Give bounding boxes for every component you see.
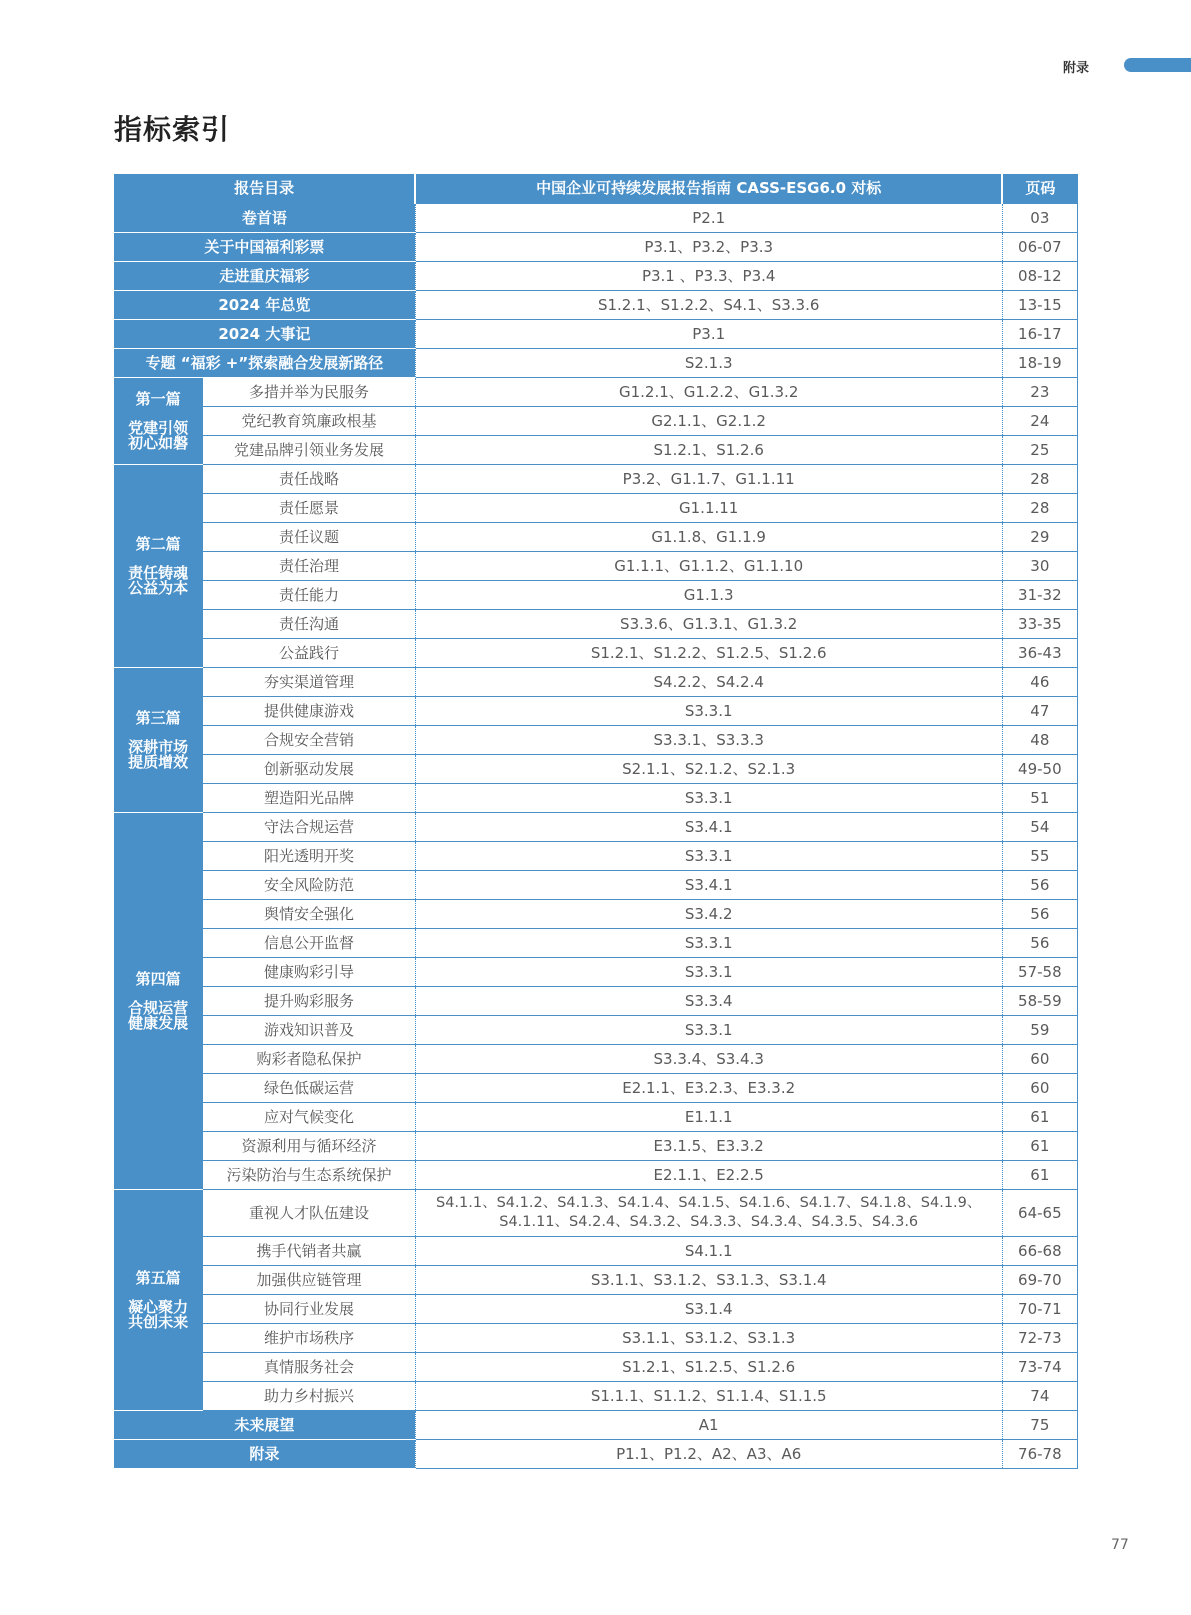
standard-text: S3.3.1 <box>684 788 733 807</box>
table-row <box>114 1266 1078 1295</box>
chapter-cell: 资源利用与循环经济 <box>203 1132 416 1161</box>
page-cell: 60 <box>1002 1045 1077 1074</box>
chapter-cell: 携手代销者共赢 <box>203 1237 416 1266</box>
standard-text: G2.1.1、G2.1.2 <box>651 411 766 430</box>
page-cell: 64-65 <box>1002 1190 1077 1237</box>
standard-cell <box>415 755 1002 784</box>
page-cell: 75 <box>1002 1411 1077 1440</box>
table-header-row <box>114 174 1078 204</box>
table-row <box>114 1411 1078 1440</box>
standard-cell: P1.1、P1.2、A2、A3、A6 <box>415 1440 1002 1469</box>
chapter-cell: 守法合规运营 <box>203 813 416 842</box>
standard-text: E1.1.1 <box>684 1107 733 1126</box>
part-number: 第一篇 <box>135 389 181 408</box>
page-cell: 23 <box>1002 378 1077 407</box>
table-row <box>114 958 1078 987</box>
chapter-cell: 提供健康游戏 <box>203 697 416 726</box>
table-row <box>114 233 1078 262</box>
table-row <box>114 871 1078 900</box>
page-cell: 60 <box>1002 1074 1077 1103</box>
table-row <box>114 639 1078 668</box>
table-row <box>114 755 1078 784</box>
standard-cell <box>415 378 1002 407</box>
standard-text: G1.1.1、G1.1.2、G1.1.10 <box>614 556 804 575</box>
standard-cell <box>415 523 1002 552</box>
standard-text: S1.2.1、S1.2.5、S1.2.6 <box>622 1357 796 1376</box>
standard-text: E3.1.5、E3.3.2 <box>653 1136 764 1155</box>
table-row <box>114 1016 1078 1045</box>
chapter-cell: 污染防治与生态系统保护 <box>203 1161 416 1190</box>
standard-text: S3.3.6、G1.3.1、G1.3.2 <box>620 614 798 633</box>
standard-cell <box>415 1190 1002 1237</box>
table-row <box>114 204 1078 233</box>
chapter-cell: 塑造阳光品牌 <box>203 784 416 813</box>
page-cell: 30 <box>1002 552 1077 581</box>
standard-cell: A1 <box>415 1411 1002 1440</box>
standard-text: S3.3.1 <box>684 701 733 720</box>
standard-text: S3.3.4 <box>684 991 733 1010</box>
chapter-cell: 维护市场秩序 <box>203 1324 416 1353</box>
page-cell: 28 <box>1002 494 1077 523</box>
chapter-cell: 责任治理 <box>203 552 416 581</box>
page-cell: 58-59 <box>1002 987 1077 1016</box>
table-row <box>114 465 1078 494</box>
chapter-cell: 党建品牌引领业务发展 <box>203 436 416 465</box>
table-row <box>114 813 1078 842</box>
standard-cell: S2.1.3 <box>415 349 1002 378</box>
part-number: 第三篇 <box>135 708 181 727</box>
page-cell: 33-35 <box>1002 610 1077 639</box>
table-row <box>114 1074 1078 1103</box>
catalog-cell: 卷首语 <box>114 204 415 233</box>
page-cell: 56 <box>1002 871 1077 900</box>
standard-text: S3.3.4、S3.4.3 <box>653 1049 764 1068</box>
part-subtitle-line2: 公益为本 <box>128 578 189 597</box>
header-accent-bar <box>1124 58 1191 72</box>
part-subtitle-line2: 初心如磐 <box>128 433 189 452</box>
page-cell: 59 <box>1002 1016 1077 1045</box>
chapter-cell: 重视人才队伍建设 <box>203 1190 416 1237</box>
table-row <box>114 552 1078 581</box>
part-cell <box>114 1190 203 1411</box>
standard-text: S1.2.1、S1.2.2、S1.2.5、S1.2.6 <box>590 643 827 662</box>
table-row <box>114 1161 1078 1190</box>
section-label: 附录 <box>1062 61 1089 76</box>
table-row <box>114 1382 1078 1411</box>
chapter-cell: 提升购彩服务 <box>203 987 416 1016</box>
page-cell: 13-15 <box>1002 291 1077 320</box>
chapter-cell: 合规安全营销 <box>203 726 416 755</box>
standard-text: S3.1.1、S3.1.2、S3.1.3 <box>622 1328 796 1347</box>
standard-cell: P3.1 、P3.3、P3.4 <box>415 262 1002 291</box>
chapter-cell: 真情服务社会 <box>203 1353 416 1382</box>
standard-text: P3.2、G1.1.7、G1.1.11 <box>622 469 795 488</box>
standard-cell <box>415 639 1002 668</box>
standard-text-line2: S4.1.11、S4.2.4、S4.3.2、S4.3.3、S4.3.4、S4.3.5、S4.3.6 <box>499 1214 919 1230</box>
part-subtitle-line1: 党建引领 <box>128 418 189 437</box>
standard-cell <box>415 407 1002 436</box>
part-number: 第二篇 <box>135 534 181 553</box>
table-row <box>114 320 1078 349</box>
catalog-cell: 走进重庆福彩 <box>114 262 415 291</box>
standard-text: S2.1.1、S2.1.2、S2.1.3 <box>622 759 796 778</box>
table-row <box>114 1237 1078 1266</box>
part-number: 第四篇 <box>135 969 181 988</box>
standard-cell <box>415 1295 1002 1324</box>
page-title: 指标索引 <box>114 113 231 146</box>
page-cell: 16-17 <box>1002 320 1077 349</box>
chapter-cell: 阳光透明开奖 <box>203 842 416 871</box>
chapter-cell: 舆情安全强化 <box>203 900 416 929</box>
table-row <box>114 1132 1078 1161</box>
header-page: 页码 <box>1002 174 1077 204</box>
standard-cell <box>415 813 1002 842</box>
chapter-cell: 责任沟通 <box>203 610 416 639</box>
table-row <box>114 349 1078 378</box>
chapter-cell: 创新驱动发展 <box>203 755 416 784</box>
table-row <box>114 842 1078 871</box>
page-cell: 76-78 <box>1002 1440 1077 1469</box>
standard-text: S1.1.1、S1.1.2、S1.1.4、S1.1.5 <box>590 1386 827 1405</box>
page-number: 77 <box>1111 1537 1129 1553</box>
catalog-cell: 2024 年总览 <box>114 291 415 320</box>
part-subtitle-line2: 健康发展 <box>128 1013 189 1032</box>
standard-text: S3.1.1、S3.1.2、S3.1.3、S3.1.4 <box>590 1270 827 1289</box>
chapter-cell: 责任议题 <box>203 523 416 552</box>
part-cell <box>114 378 203 465</box>
index-table <box>114 174 1078 1469</box>
standard-text: S3.4.1 <box>684 875 733 894</box>
page-cell: 54 <box>1002 813 1077 842</box>
standard-cell <box>415 436 1002 465</box>
page-cell: 24 <box>1002 407 1077 436</box>
page-cell: 51 <box>1002 784 1077 813</box>
standard-cell <box>415 871 1002 900</box>
page-cell: 06-07 <box>1002 233 1077 262</box>
standard-cell: P2.1 <box>415 204 1002 233</box>
header-standard: 中国企业可持续发展报告指南 CASS-ESG6.0 对标 <box>415 174 1002 204</box>
standard-cell <box>415 1016 1002 1045</box>
standard-cell <box>415 1353 1002 1382</box>
standard-cell <box>415 784 1002 813</box>
part-cell <box>114 813 203 1190</box>
standard-text: S3.3.1 <box>684 1020 733 1039</box>
part-cell <box>114 668 203 813</box>
page-cell: 57-58 <box>1002 958 1077 987</box>
table-row <box>114 784 1078 813</box>
standard-cell: P3.1、P3.2、P3.3 <box>415 233 1002 262</box>
page-cell: 46 <box>1002 668 1077 697</box>
chapter-cell: 公益践行 <box>203 639 416 668</box>
chapter-cell: 责任战略 <box>203 465 416 494</box>
chapter-cell: 责任能力 <box>203 581 416 610</box>
standard-cell <box>415 1237 1002 1266</box>
page-cell: 49-50 <box>1002 755 1077 784</box>
standard-text: S3.4.1 <box>684 817 733 836</box>
table-row <box>114 668 1078 697</box>
standard-text: S4.2.2、S4.2.4 <box>653 672 764 691</box>
chapter-cell: 协同行业发展 <box>203 1295 416 1324</box>
part-subtitle-line1: 责任铸魂 <box>128 563 189 582</box>
header-catalog: 报告目录 <box>114 174 415 204</box>
table-row <box>114 262 1078 291</box>
table-row <box>114 697 1078 726</box>
page-cell: 72-73 <box>1002 1324 1077 1353</box>
standard-cell <box>415 668 1002 697</box>
standard-cell <box>415 929 1002 958</box>
standard-cell <box>415 581 1002 610</box>
page-cell: 28 <box>1002 465 1077 494</box>
table-row <box>114 494 1078 523</box>
page-cell: 61 <box>1002 1161 1077 1190</box>
part-subtitle-line1: 凝心聚力 <box>128 1297 189 1316</box>
standard-cell <box>415 726 1002 755</box>
table-row <box>114 987 1078 1016</box>
page-cell: 66-68 <box>1002 1237 1077 1266</box>
standard-text: S3.3.1 <box>684 962 733 981</box>
page-cell: 61 <box>1002 1103 1077 1132</box>
part-cell <box>114 465 203 668</box>
standard-cell: P3.1 <box>415 320 1002 349</box>
table-row <box>114 436 1078 465</box>
standard-text: S3.3.1 <box>684 846 733 865</box>
standard-cell <box>415 610 1002 639</box>
page-cell: 18-19 <box>1002 349 1077 378</box>
page-cell: 36-43 <box>1002 639 1077 668</box>
table-body <box>114 204 1078 1469</box>
chapter-cell: 党纪教育筑廉政根基 <box>203 407 416 436</box>
chapter-cell: 加强供应链管理 <box>203 1266 416 1295</box>
standard-text: S4.1.1、S4.1.2、S4.1.3、S4.1.4、S4.1.5、S4.1.6、S4.1.7、S4.1.8、S4.1.9、 <box>436 1195 982 1211</box>
chapter-cell: 游戏知识普及 <box>203 1016 416 1045</box>
standard-text: S3.1.4 <box>684 1299 733 1318</box>
standard-cell: S1.2.1、S1.2.2、S4.1、S3.3.6 <box>415 291 1002 320</box>
standard-cell <box>415 958 1002 987</box>
table-row <box>114 291 1078 320</box>
page-cell: 69-70 <box>1002 1266 1077 1295</box>
table-row <box>114 1295 1078 1324</box>
table-row <box>114 523 1078 552</box>
part-subtitle-line2: 提质增效 <box>128 752 189 771</box>
standard-cell <box>415 1161 1002 1190</box>
table-row <box>114 1324 1078 1353</box>
standard-text: S3.4.2 <box>684 904 733 923</box>
chapter-cell: 绿色低碳运营 <box>203 1074 416 1103</box>
table-row <box>114 378 1078 407</box>
table-row <box>114 1103 1078 1132</box>
page-cell: 47 <box>1002 697 1077 726</box>
table-row <box>114 1045 1078 1074</box>
standard-cell <box>415 1382 1002 1411</box>
catalog-cell: 附录 <box>114 1440 415 1469</box>
part-number: 第五篇 <box>135 1268 181 1287</box>
catalog-cell: 未来展望 <box>114 1411 415 1440</box>
page-cell: 03 <box>1002 204 1077 233</box>
part-subtitle-line1: 深耕市场 <box>128 737 189 756</box>
standard-text: S4.1.1 <box>684 1241 733 1260</box>
standard-cell <box>415 1074 1002 1103</box>
table-row <box>114 1353 1078 1382</box>
table-row <box>114 1190 1078 1237</box>
standard-text: G1.1.11 <box>679 498 739 517</box>
standard-cell <box>415 1266 1002 1295</box>
part-subtitle-line2: 共创未来 <box>128 1312 189 1331</box>
catalog-cell: 2024 大事记 <box>114 320 415 349</box>
page-cell: 70-71 <box>1002 1295 1077 1324</box>
page-cell: 55 <box>1002 842 1077 871</box>
standard-text: G1.1.3 <box>683 585 734 604</box>
catalog-cell: 专题 “福彩 +”探索融合发展新路径 <box>114 349 415 378</box>
standard-cell <box>415 697 1002 726</box>
table-row <box>114 610 1078 639</box>
page-cell: 56 <box>1002 929 1077 958</box>
standard-text: S1.2.1、S1.2.6 <box>653 440 764 459</box>
page-cell: 08-12 <box>1002 262 1077 291</box>
chapter-cell: 责任愿景 <box>203 494 416 523</box>
chapter-cell: 助力乡村振兴 <box>203 1382 416 1411</box>
page-cell: 29 <box>1002 523 1077 552</box>
standard-cell <box>415 1324 1002 1353</box>
standard-cell <box>415 494 1002 523</box>
page-cell: 74 <box>1002 1382 1077 1411</box>
chapter-cell: 多措并举为民服务 <box>203 378 416 407</box>
chapter-cell: 信息公开监督 <box>203 929 416 958</box>
standard-cell <box>415 465 1002 494</box>
table-row <box>114 900 1078 929</box>
table-row <box>114 1440 1078 1469</box>
page-cell: 25 <box>1002 436 1077 465</box>
standard-text: S3.3.1 <box>684 933 733 952</box>
standard-cell <box>415 842 1002 871</box>
page-cell: 56 <box>1002 900 1077 929</box>
chapter-cell: 购彩者隐私保护 <box>203 1045 416 1074</box>
standard-text: E2.1.1、E3.2.3、E3.3.2 <box>622 1078 796 1097</box>
standard-cell <box>415 1103 1002 1132</box>
table-row <box>114 726 1078 755</box>
page-cell: 31-32 <box>1002 581 1077 610</box>
table-row <box>114 581 1078 610</box>
table-row <box>114 929 1078 958</box>
standard-text: E2.1.1、E2.2.5 <box>653 1165 764 1184</box>
part-subtitle-line1: 合规运营 <box>128 998 189 1017</box>
standard-text: S3.3.1、S3.3.3 <box>653 730 764 749</box>
catalog-cell: 关于中国福利彩票 <box>114 233 415 262</box>
page-cell: 48 <box>1002 726 1077 755</box>
chapter-cell: 安全风险防范 <box>203 871 416 900</box>
page-cell: 73-74 <box>1002 1353 1077 1382</box>
table-row <box>114 407 1078 436</box>
standard-cell <box>415 987 1002 1016</box>
page-cell: 61 <box>1002 1132 1077 1161</box>
chapter-cell: 健康购彩引导 <box>203 958 416 987</box>
standard-text: G1.1.8、G1.1.9 <box>651 527 766 546</box>
standard-cell <box>415 1132 1002 1161</box>
standard-text: G1.2.1、G1.2.2、G1.3.2 <box>619 382 799 401</box>
standard-cell <box>415 1045 1002 1074</box>
standard-cell <box>415 552 1002 581</box>
chapter-cell: 应对气候变化 <box>203 1103 416 1132</box>
chapter-cell: 夯实渠道管理 <box>203 668 416 697</box>
standard-cell <box>415 900 1002 929</box>
